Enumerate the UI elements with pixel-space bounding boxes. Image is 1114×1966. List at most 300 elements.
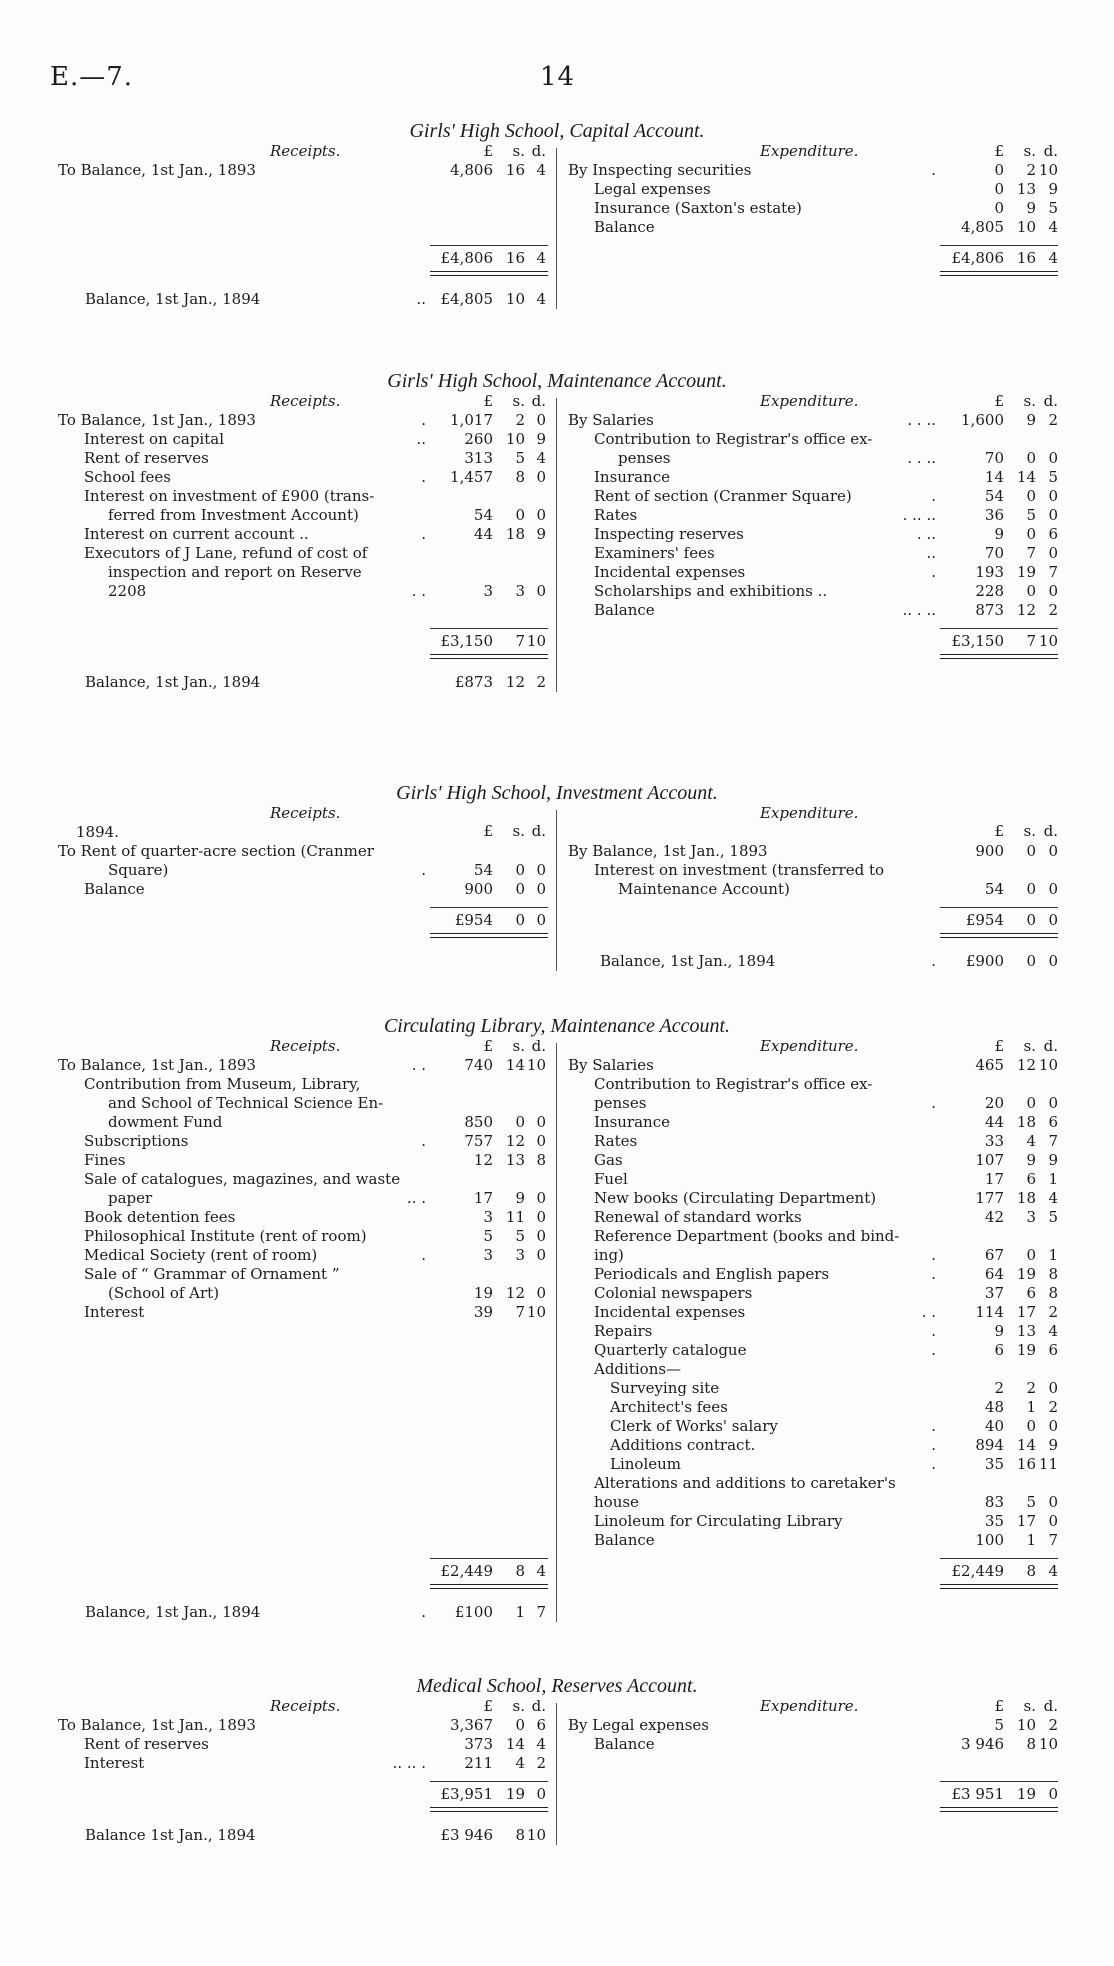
- row-description: Examiners' fees: [594, 544, 715, 562]
- expenditure-row: [0, 601, 1114, 620]
- row-description: Sale of “ Grammar of Ornament ”: [84, 1265, 340, 1283]
- account-title: Circulating Library, Maintenance Account.: [383, 1015, 731, 1037]
- dot-leader: .: [421, 1246, 426, 1264]
- row-description: Medical Society (rent of room): [84, 1246, 318, 1264]
- expenditure-row: [0, 1379, 1114, 1398]
- amount-pence: 11: [1038, 1455, 1058, 1473]
- row-description: Architect's fees: [610, 1398, 728, 1416]
- row-description: Insurance: [594, 468, 670, 486]
- carried-balance-label: Balance, 1st Jan., 1894: [85, 290, 261, 308]
- carried-balance-label: Balance, 1st Jan., 1894: [600, 952, 776, 970]
- row-description: To Balance, 1st Jan., 1893: [58, 1056, 256, 1074]
- amount-shillings: 7: [515, 1303, 525, 1321]
- expenditure-row: [0, 544, 1114, 563]
- expenditure-heading: Expenditure.: [760, 392, 859, 410]
- total-pounds: £954: [965, 911, 1004, 929]
- dot-leader: .. .. .: [392, 1754, 426, 1772]
- total-pounds: £3,150: [440, 632, 493, 650]
- row-description: Balance: [594, 1735, 655, 1753]
- expenditure-row: [0, 1531, 1114, 1550]
- year-label: 1894.: [76, 823, 119, 841]
- total-pence: 0: [1048, 1785, 1058, 1803]
- amount-pounds: 54: [984, 487, 1004, 505]
- row-description: Contribution to Registrar's office ex-: [594, 1075, 873, 1093]
- amount-pounds: 67: [984, 1246, 1004, 1264]
- amount-pence: 5: [1048, 199, 1058, 217]
- total-pence: 0: [536, 911, 546, 929]
- balance-pounds: £100: [454, 1603, 493, 1621]
- amount-shillings: 13: [505, 1151, 525, 1169]
- amount-pence: 8: [536, 1151, 546, 1169]
- unit-header-pence: d.: [1043, 142, 1058, 160]
- amount-shillings: 0: [515, 880, 525, 898]
- amount-pence: 0: [536, 506, 546, 524]
- amount-pence: 4: [1048, 1322, 1058, 1340]
- amount-pence: 0: [1048, 842, 1058, 860]
- account-section: [0, 780, 1114, 970]
- expenditure-row: [0, 468, 1114, 487]
- amount-shillings: 18: [1016, 1113, 1036, 1131]
- receipts-heading: Receipts.: [270, 142, 341, 160]
- amount-shillings: 19: [1016, 1341, 1036, 1359]
- row-description: Balance: [84, 880, 145, 898]
- dot-leader: .. . ..: [902, 601, 936, 619]
- row-description: Interest on current account ..: [84, 525, 309, 543]
- row-description: Sale of catalogues, magazines, and waste: [84, 1170, 401, 1188]
- amount-pounds: 20: [984, 1094, 1004, 1112]
- row-description: School fees: [84, 468, 171, 486]
- amount-pounds: 40: [984, 1417, 1004, 1435]
- row-description: Fines: [84, 1151, 126, 1169]
- amount-pounds: 465: [975, 1056, 1004, 1074]
- amount-pence: 7: [1048, 563, 1058, 581]
- amount-shillings: 16: [505, 161, 525, 179]
- expenditure-row: [0, 582, 1114, 601]
- row-description: house: [594, 1493, 639, 1511]
- amount-shillings: 17: [1016, 1512, 1036, 1530]
- amount-shillings: 4: [515, 1754, 525, 1772]
- amount-pounds: 36: [984, 506, 1004, 524]
- amount-pounds: 3: [483, 582, 493, 600]
- dot-leader: .: [931, 1417, 936, 1435]
- amount-pence: 0: [536, 1132, 546, 1150]
- amount-shillings: 1: [1026, 1531, 1036, 1549]
- amount-shillings: 12: [505, 1284, 525, 1302]
- dot-leader: .: [931, 563, 936, 581]
- row-description: Interest on investment of £900 (trans-: [84, 487, 375, 505]
- amount-pounds: 42: [984, 1208, 1004, 1226]
- amount-pence: 0: [1048, 506, 1058, 524]
- amount-pounds: 1,017: [450, 411, 493, 429]
- total-double-rule: [430, 271, 548, 276]
- row-description: Repairs: [594, 1322, 653, 1340]
- amount-shillings: 2: [515, 411, 525, 429]
- dot-leader: .: [931, 1455, 936, 1473]
- row-description: and School of Technical Science En-: [108, 1094, 384, 1112]
- balance-shillings: 8: [515, 1826, 525, 1844]
- row-description: By Salaries: [568, 411, 654, 429]
- receipts-heading: Receipts.: [270, 1037, 341, 1055]
- amount-pence: 2: [1048, 1303, 1058, 1321]
- receipts-heading: Receipts.: [270, 804, 341, 822]
- amount-pounds: 900: [975, 842, 1004, 860]
- amount-pence: 0: [1048, 544, 1058, 562]
- amount-pounds: 3: [483, 1246, 493, 1264]
- row-description: To Balance, 1st Jan., 1893: [58, 1716, 256, 1734]
- balance-pounds: £3 946: [440, 1826, 493, 1844]
- amount-shillings: 16: [1016, 1455, 1036, 1473]
- unit-header-pounds: £: [994, 142, 1004, 160]
- dot-leader: .: [931, 487, 936, 505]
- expenditure-row: [0, 861, 1114, 880]
- expenditure-row: [0, 180, 1114, 199]
- account-title: Medical School, Reserves Account.: [416, 1675, 698, 1697]
- amount-pence: 7: [1048, 1132, 1058, 1150]
- amount-pounds: 313: [464, 449, 493, 467]
- row-description: paper: [108, 1189, 153, 1207]
- expenditure-row: [0, 1094, 1114, 1113]
- unit-header-shillings: s.: [512, 1037, 525, 1055]
- row-description: Additions—: [594, 1360, 682, 1378]
- amount-pounds: 260: [464, 430, 493, 448]
- dot-leader: .: [931, 1436, 936, 1454]
- amount-shillings: 4: [1026, 1132, 1036, 1150]
- row-description: ferred from Investment Account): [108, 506, 359, 524]
- total-double-rule: [940, 271, 1058, 276]
- amount-shillings: 5: [1026, 506, 1036, 524]
- amount-pence: 9: [536, 525, 546, 543]
- amount-shillings: 0: [1026, 1417, 1036, 1435]
- amount-pounds: 70: [984, 449, 1004, 467]
- row-description: Clerk of Works' salary: [610, 1417, 778, 1435]
- amount-pounds: 54: [984, 880, 1004, 898]
- amount-shillings: 0: [515, 861, 525, 879]
- amount-pounds: 14: [984, 468, 1004, 486]
- dot-leader: .: [421, 525, 426, 543]
- amount-pounds: 83: [984, 1493, 1004, 1511]
- total-double-rule: [940, 654, 1058, 659]
- total-shillings: 0: [515, 911, 525, 929]
- amount-pounds: 2: [994, 1379, 1004, 1397]
- row-description: (School of Art): [108, 1284, 220, 1302]
- amount-pence: 0: [1048, 487, 1058, 505]
- unit-header-pence: d.: [531, 392, 546, 410]
- total-pence: 4: [1048, 249, 1058, 267]
- amount-pence: 0: [536, 1208, 546, 1226]
- balance-pounds: £873: [454, 673, 493, 691]
- amount-shillings: 3: [515, 1246, 525, 1264]
- carried-balance-label: Balance, 1st Jan., 1894: [85, 1603, 261, 1621]
- account-section: [0, 1673, 1114, 1844]
- column-separator: [556, 398, 557, 692]
- row-description: ing): [594, 1246, 624, 1264]
- dot-leader: . . ..: [907, 411, 936, 429]
- amount-pounds: 740: [464, 1056, 493, 1074]
- total-rule: [430, 1781, 548, 1782]
- total-shillings: 8: [1026, 1562, 1036, 1580]
- total-shillings: 16: [1016, 249, 1036, 267]
- amount-pounds: 873: [975, 601, 1004, 619]
- row-description: Interest on capital: [84, 430, 225, 448]
- amount-shillings: 11: [505, 1208, 525, 1226]
- dot-leader: . . ..: [907, 449, 936, 467]
- total-rule: [430, 628, 548, 629]
- total-shillings: 19: [1016, 1785, 1036, 1803]
- amount-shillings: 10: [1016, 218, 1036, 236]
- expenditure-row: [0, 1735, 1114, 1754]
- amount-pence: 6: [1048, 525, 1058, 543]
- account-title: Girls' High School, Investment Account.: [396, 782, 718, 804]
- amount-shillings: 10: [1016, 1716, 1036, 1734]
- row-description: Additions contract.: [610, 1436, 756, 1454]
- amount-shillings: 0: [515, 1716, 525, 1734]
- amount-shillings: 0: [1026, 487, 1036, 505]
- amount-pence: 6: [1048, 1341, 1058, 1359]
- amount-pounds: 44: [984, 1113, 1004, 1131]
- unit-header-shillings: s.: [1023, 1037, 1036, 1055]
- page-number: 14: [540, 62, 576, 92]
- amount-pounds: 35: [984, 1512, 1004, 1530]
- unit-header-pence: d.: [531, 822, 546, 840]
- column-separator: [556, 148, 557, 309]
- row-description: Alterations and additions to caretaker's: [594, 1474, 896, 1492]
- amount-shillings: 0: [515, 506, 525, 524]
- amount-shillings: 9: [515, 1189, 525, 1207]
- unit-header-pence: d.: [1043, 1697, 1058, 1715]
- row-description: By Balance, 1st Jan., 1893: [568, 842, 768, 860]
- row-description: To Balance, 1st Jan., 1893: [58, 411, 256, 429]
- amount-shillings: 5: [1026, 1493, 1036, 1511]
- amount-pounds: 64: [984, 1265, 1004, 1283]
- amount-pence: 0: [1048, 880, 1058, 898]
- amount-pounds: 177: [975, 1189, 1004, 1207]
- unit-header-pence: d.: [531, 1037, 546, 1055]
- amount-pounds: 1,457: [450, 468, 493, 486]
- amount-pence: 0: [1048, 1379, 1058, 1397]
- total-pounds: £3,951: [440, 1785, 493, 1803]
- expenditure-row: [0, 1341, 1114, 1360]
- expenditure-row: [0, 1493, 1114, 1512]
- amount-shillings: 14: [505, 1056, 525, 1074]
- amount-pounds: 17: [984, 1170, 1004, 1188]
- amount-pence: 2: [1048, 411, 1058, 429]
- amount-pounds: 35: [984, 1455, 1004, 1473]
- carried-balance-label: Balance 1st Jan., 1894: [85, 1826, 256, 1844]
- amount-pence: 10: [526, 1303, 546, 1321]
- row-description: Maintenance Account): [618, 880, 790, 898]
- expenditure-row: [0, 411, 1114, 430]
- amount-pence: 9: [1048, 1151, 1058, 1169]
- balance-pounds: £900: [965, 952, 1004, 970]
- expenditure-heading: Expenditure.: [760, 142, 859, 160]
- dot-leader: . .: [411, 1056, 426, 1074]
- unit-header-pounds: £: [483, 822, 493, 840]
- account-section: [0, 368, 1114, 691]
- row-description: Philosophical Institute (rent of room): [84, 1227, 367, 1245]
- amount-pounds: 1,600: [961, 411, 1004, 429]
- amount-shillings: 18: [505, 525, 525, 543]
- amount-shillings: 0: [515, 1113, 525, 1131]
- total-pence: 0: [1048, 911, 1058, 929]
- amount-pounds: 9: [994, 525, 1004, 543]
- amount-pence: 0: [1048, 1512, 1058, 1530]
- amount-pounds: 54: [473, 861, 493, 879]
- amount-shillings: 2: [1026, 161, 1036, 179]
- amount-pence: 0: [1048, 1493, 1058, 1511]
- balance-pence: 0: [1048, 952, 1058, 970]
- expenditure-row: [0, 1151, 1114, 1170]
- row-description: Interest: [84, 1754, 145, 1772]
- row-description: Legal expenses: [594, 180, 711, 198]
- amount-pence: 1: [1048, 1170, 1058, 1188]
- total-shillings: 8: [515, 1562, 525, 1580]
- row-description: Executors of J Lane, refund of cost of: [84, 544, 368, 562]
- balance-pence: 7: [536, 1603, 546, 1621]
- expenditure-row: [0, 1322, 1114, 1341]
- expenditure-row: [0, 1265, 1114, 1284]
- amount-shillings: 19: [1016, 563, 1036, 581]
- amount-pence: 0: [1048, 1094, 1058, 1112]
- row-description: Surveying site: [610, 1379, 720, 1397]
- expenditure-row: [0, 1113, 1114, 1132]
- amount-shillings: 17: [1016, 1303, 1036, 1321]
- row-description: Subscriptions: [84, 1132, 189, 1150]
- account-title: Girls' High School, Maintenance Account.: [387, 370, 727, 392]
- row-description: 2208: [108, 582, 147, 600]
- amount-pence: 10: [526, 1056, 546, 1074]
- expenditure-row: [0, 1284, 1114, 1303]
- amount-pence: 0: [536, 411, 546, 429]
- amount-pounds: 900: [464, 880, 493, 898]
- row-description: Linoleum for Circulating Library: [594, 1512, 843, 1530]
- total-rule: [940, 1558, 1058, 1559]
- row-description: Book detention fees: [84, 1208, 236, 1226]
- amount-shillings: 5: [515, 449, 525, 467]
- amount-pence: 2: [1048, 1398, 1058, 1416]
- amount-pounds: 19: [473, 1284, 493, 1302]
- row-description: Insurance (Saxton's estate): [594, 199, 802, 217]
- total-shillings: 0: [1026, 911, 1036, 929]
- dot-leader: .: [931, 1322, 936, 1340]
- expenditure-row: [0, 506, 1114, 525]
- total-pounds: £2,449: [951, 1562, 1004, 1580]
- balance-shillings: 12: [505, 673, 525, 691]
- amount-pounds: 0: [994, 161, 1004, 179]
- amount-shillings: 1: [1026, 1398, 1036, 1416]
- amount-shillings: 12: [1016, 601, 1036, 619]
- total-shillings: 7: [1026, 632, 1036, 650]
- amount-pence: 4: [536, 1735, 546, 1753]
- dot-leader: ..: [416, 430, 426, 448]
- amount-shillings: 18: [1016, 1189, 1036, 1207]
- row-description: Contribution to Registrar's office ex-: [594, 430, 873, 448]
- balance-pence: 10: [526, 1826, 546, 1844]
- total-pounds: £954: [454, 911, 493, 929]
- row-description: Renewal of standard works: [594, 1208, 802, 1226]
- total-pounds: £2,449: [440, 1562, 493, 1580]
- amount-pounds: 4,805: [961, 218, 1004, 236]
- dot-leader: . .: [411, 582, 426, 600]
- amount-shillings: 3: [1026, 1208, 1036, 1226]
- total-pence: 4: [536, 249, 546, 267]
- row-description: Gas: [594, 1151, 623, 1169]
- amount-shillings: 7: [1026, 544, 1036, 562]
- expenditure-row: [0, 880, 1114, 899]
- row-description: Linoleum: [610, 1455, 682, 1473]
- row-description: By Legal expenses: [568, 1716, 709, 1734]
- dot-leader: .: [931, 1265, 936, 1283]
- dot-leader: .: [931, 1246, 936, 1264]
- amount-shillings: 6: [1026, 1170, 1036, 1188]
- amount-shillings: 8: [1026, 1735, 1036, 1753]
- row-description: To Rent of quarter-acre section (Cranmer: [58, 842, 374, 860]
- amount-pence: 0: [536, 1284, 546, 1302]
- unit-header-pounds: £: [483, 1697, 493, 1715]
- amount-pence: 5: [1048, 1208, 1058, 1226]
- amount-pence: 10: [1038, 1735, 1058, 1753]
- row-description: Rates: [594, 506, 638, 524]
- row-description: Interest: [84, 1303, 145, 1321]
- row-description: Fuel: [594, 1170, 628, 1188]
- expenditure-row: [0, 525, 1114, 544]
- row-description: Square): [108, 861, 169, 879]
- amount-shillings: 0: [1026, 1094, 1036, 1112]
- expenditure-row: [0, 1075, 1114, 1094]
- total-pence: 10: [526, 632, 546, 650]
- carried-balance-label: Balance, 1st Jan., 1894: [85, 673, 261, 691]
- expenditure-row: [0, 430, 1114, 449]
- amount-pence: 10: [1038, 161, 1058, 179]
- amount-shillings: 5: [515, 1227, 525, 1245]
- row-description: Incidental expenses: [594, 563, 746, 581]
- amount-shillings: 0: [1026, 880, 1036, 898]
- row-description: By Inspecting securities: [568, 161, 752, 179]
- amount-pence: 2: [536, 1754, 546, 1772]
- expenditure-row: [0, 449, 1114, 468]
- amount-shillings: 0: [1026, 525, 1036, 543]
- dot-leader: . .: [921, 1303, 936, 1321]
- expenditure-row: [0, 1455, 1114, 1474]
- unit-header-shillings: s.: [512, 142, 525, 160]
- amount-shillings: 0: [1026, 1246, 1036, 1264]
- row-description: inspection and report on Reserve: [108, 563, 362, 581]
- total-rule: [940, 907, 1058, 908]
- expenditure-row: [0, 1170, 1114, 1189]
- amount-pounds: 9: [994, 1322, 1004, 1340]
- page-code: E.—7.: [50, 62, 134, 92]
- dot-leader: .: [931, 1341, 936, 1359]
- row-description: penses: [618, 449, 671, 467]
- amount-pounds: 100: [975, 1531, 1004, 1549]
- total-double-rule: [430, 933, 548, 938]
- dot-leader: .: [931, 1094, 936, 1112]
- expenditure-row: [0, 1716, 1114, 1735]
- account-section: [0, 1013, 1114, 1621]
- expenditure-row: [0, 199, 1114, 218]
- amount-pence: 0: [536, 1246, 546, 1264]
- amount-pounds: 70: [984, 544, 1004, 562]
- balance-shillings: 0: [1026, 952, 1036, 970]
- amount-shillings: 0: [1026, 449, 1036, 467]
- unit-header-shillings: s.: [1023, 142, 1036, 160]
- amount-pence: 0: [1048, 449, 1058, 467]
- amount-shillings: 3: [515, 582, 525, 600]
- amount-shillings: 9: [1026, 199, 1036, 217]
- row-description: Reference Department (books and bind-: [594, 1227, 900, 1245]
- unit-header-shillings: s.: [1023, 392, 1036, 410]
- column-separator: [556, 1703, 557, 1845]
- total-shillings: 19: [505, 1785, 525, 1803]
